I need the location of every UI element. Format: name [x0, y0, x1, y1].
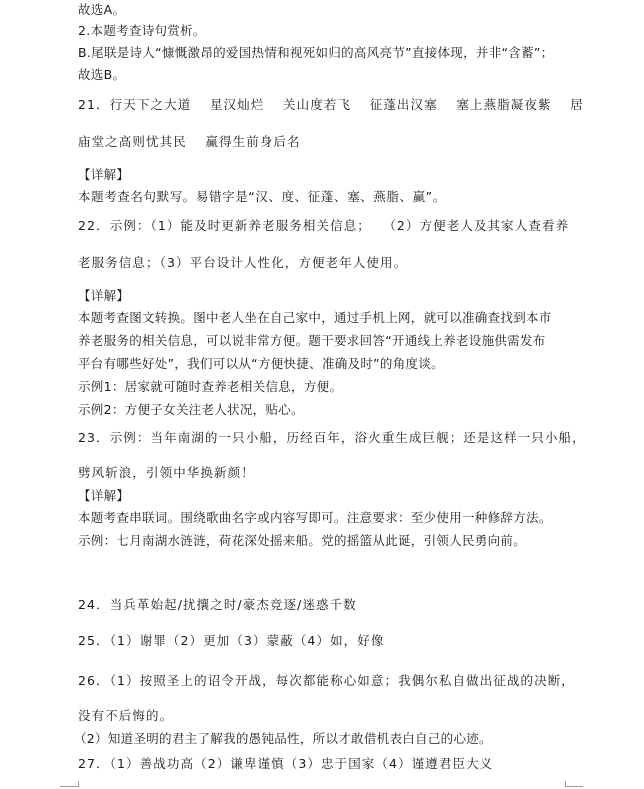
answer-line: 故选A。: [78, 2, 126, 17]
explanation-line: 养老服务的相关信息，可以说非常方便。题干要求回答“开通线上养老设施供需发布: [78, 333, 546, 348]
answer-line: B.尾联是诗人“慷慨激昂的爱国热情和视死如归的高风亮节”直接体现，并非“含蓄”；: [78, 45, 554, 60]
explanation-line: 本题考查图文转换。图中老人坐在自己家中，通过手机上网，就可以准确查找到本市: [78, 310, 552, 325]
answer-line: 2.本题考查诗句赏析。: [78, 23, 206, 38]
page-corner-mark-left: [60, 786, 78, 787]
explanation-line: 本题考查串联词。围绕歌曲名字或内容写即可。注意要求：至少使用一种修辞方法。: [78, 510, 552, 525]
question-26-line: （2）知道圣明的君主了解我的愚钝品性，所以才敢借机表白自己的心迹。: [74, 731, 492, 746]
question-21-line: 21．行天下之大道 星汉灿烂 关山度若飞 征蓬出汉塞 塞上燕脂凝夜紫 居: [78, 97, 584, 112]
page-corner-mark-right-vertical: [565, 781, 566, 787]
detail-heading: 【详解】: [78, 488, 130, 503]
page-corner-mark-left-vertical: [78, 781, 79, 787]
detail-heading: 【详解】: [78, 288, 130, 303]
page-corner-mark-right: [565, 786, 583, 787]
question-24-line: 24．当兵革始起/扰攘之时/豪杰竞逐/迷惑千数: [78, 597, 357, 612]
detail-heading: 【详解】: [78, 167, 130, 182]
example-line: 示例1：居家就可随时查养老相关信息，方便。: [78, 379, 343, 394]
question-27-line: 27．（1）善战功高（2）谦卑谨慎（3）忠于国家（4）谨遵君臣大义: [78, 756, 494, 771]
question-22-line: 22．示例：（1）能及时更新养老服务相关信息； （2）方便老人及其家人查看养: [78, 218, 570, 233]
example-line: 示例：七月南湖水涟涟，荷花深处摇来船。党的摇篮从此诞，引领人民勇向前。: [78, 533, 527, 548]
example-line: 示例2：方便子女关注老人状况，贴心。: [78, 402, 304, 417]
question-23-line: 23．示例：当年南湖的一只小船，历经百年，浴火重生成巨舰；还是这样一只小船，: [78, 430, 586, 445]
question-26-line: 没有不后悔的。: [78, 708, 174, 723]
question-26-line: 26．（1）按照圣上的诏令开战，每次都能称心如意；我偶尔私自做出征战的决断，: [78, 673, 575, 688]
question-22-line: 老服务信息；（3）平台设计人性化，方便老年人使用。: [78, 255, 408, 270]
answer-line: 故选B。: [78, 67, 126, 82]
question-25-line: 25．（1）谢罪（2）更加（3）蒙蔽（4）如，好像: [78, 633, 385, 648]
question-21-line: 庙堂之高则忧其民 赢得生前身后名: [78, 134, 301, 149]
question-23-line: 劈风斩浪，引领中华换新颜！: [78, 465, 255, 480]
explanation-line: 本题考查名句默写。易错字是“汉、度、征蓬、塞、燕脂、赢”。: [78, 189, 446, 204]
explanation-line: 平台有哪些好处”，我们可以从“方便快捷、准确及时”的角度谈。: [78, 356, 444, 371]
